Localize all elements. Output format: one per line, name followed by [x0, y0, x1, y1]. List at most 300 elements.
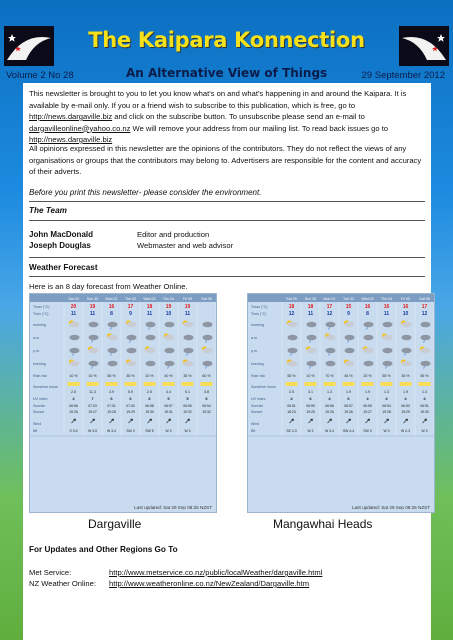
row-label: Sunset	[33, 410, 45, 414]
rain-icon	[291, 354, 292, 356]
sunshine-value: 1.3	[422, 390, 427, 394]
rain-icon	[367, 328, 368, 330]
divider	[29, 257, 425, 258]
intro-text: We will remove your address from our mailing list. To read back issues go to	[130, 123, 389, 133]
cloud-icon	[165, 361, 175, 367]
sunset-value: 19:28	[107, 410, 116, 414]
row-label: evening	[251, 362, 264, 366]
wind-arrow-icon	[110, 419, 114, 423]
sunrise-value: 07:03	[88, 404, 97, 408]
wind-arrow-icon	[309, 419, 313, 423]
row-label: a.m.	[33, 336, 40, 340]
cloud-icon	[127, 335, 137, 341]
rain-icon	[310, 341, 311, 343]
sunshine-bar	[163, 382, 175, 386]
rain-icon	[329, 354, 330, 356]
wind-value: SE 2-3	[286, 429, 297, 433]
row-label: Tmax (°C)	[251, 305, 268, 309]
cloud-icon	[402, 348, 412, 354]
day-label: Wed 03	[143, 297, 156, 301]
wind-arrow-icon	[186, 419, 190, 423]
cloud-icon	[165, 335, 175, 341]
cloud-icon	[364, 335, 374, 341]
cloud-icon	[345, 348, 355, 354]
team-member-name: John MacDonald	[29, 230, 94, 239]
sunset-value: 19:27	[88, 410, 97, 414]
rain-icon	[424, 367, 425, 369]
day-label: Sat 29	[68, 297, 79, 301]
rain-risk-value: 55 %	[420, 374, 429, 378]
uv-value: 4	[72, 396, 75, 401]
wind-value: W 3	[184, 429, 191, 433]
rain-icon	[111, 354, 112, 356]
wind-value: W 3	[383, 429, 390, 433]
cloud-icon	[402, 322, 412, 328]
sunshine-bar	[324, 382, 336, 386]
day-label: Thu 04	[380, 297, 393, 301]
rain-icon	[168, 367, 169, 369]
cloud-icon	[89, 361, 99, 367]
cloud-icon	[203, 335, 213, 341]
uv-value: 6	[110, 396, 113, 401]
row-label: Tmin (°C)	[251, 312, 267, 316]
row-label: Rain risk	[33, 374, 47, 378]
tmin-value: 11	[146, 311, 153, 317]
intro-text: and click on the subscribe button. To unsubscribe please send an e-mail to	[112, 112, 365, 121]
divider	[29, 276, 425, 277]
sunshine-value: 3.9	[109, 390, 114, 394]
tmax-value: 18	[288, 304, 295, 310]
cloud-icon	[184, 322, 194, 328]
sunrise-value: 06:53	[401, 404, 410, 408]
sunrise-value: 06:56	[69, 404, 78, 408]
cloud-icon	[203, 348, 213, 354]
sunshine-bar	[362, 382, 374, 386]
row-label: Tmax (°C)	[33, 305, 50, 309]
sunset-value: 19:32	[183, 410, 192, 414]
rain-icon	[206, 341, 207, 343]
tmin-value: 12	[288, 311, 295, 317]
rain-risk-value: 35 %	[126, 374, 135, 378]
cloud-icon	[146, 361, 156, 367]
sunshine-bar	[381, 382, 393, 386]
row-label: Sunrise	[33, 404, 46, 408]
rain-icon	[386, 367, 387, 369]
forecast-grid	[248, 294, 434, 502]
cloud-icon	[288, 335, 298, 341]
rain-icon	[187, 354, 188, 356]
rain-icon	[310, 367, 311, 369]
rain-risk-value: 10 %	[306, 374, 315, 378]
rain-icon	[92, 341, 93, 343]
cloud-icon	[383, 335, 393, 341]
rain-risk-value: 55 %	[107, 374, 116, 378]
tmin-value: 8	[366, 311, 369, 317]
cloud-icon	[307, 348, 317, 354]
sunrise-value: 06:55	[183, 404, 192, 408]
cloud-icon	[203, 322, 213, 328]
day-label: Sat 29	[286, 297, 297, 301]
cloud-icon	[402, 361, 412, 367]
cloud-icon	[383, 348, 393, 354]
sunshine-bar	[68, 382, 80, 386]
wind-arrow-icon	[91, 419, 95, 423]
uv-value: 6	[148, 396, 151, 401]
newsletter-title: The Kaipara Konnection	[88, 28, 365, 52]
rain-icon	[92, 367, 93, 369]
tmin-value: 11	[184, 311, 191, 317]
uv-value: 6	[309, 396, 312, 401]
tmin-value: 10	[402, 311, 409, 317]
day-label: Fri 05	[400, 297, 411, 301]
cloud-icon	[70, 335, 80, 341]
tmax-value: 20	[70, 304, 77, 310]
tmax-value: 17	[326, 304, 333, 310]
row-label: UV index	[251, 397, 266, 401]
cloud-icon	[146, 348, 156, 354]
cloud-icon	[307, 322, 317, 328]
back-issues-link[interactable]: http://news.dargaville.biz	[29, 135, 113, 144]
sunset-value: 19:26	[69, 410, 78, 414]
sunshine-bar	[125, 382, 137, 386]
sunshine-value: 1.3	[327, 390, 332, 394]
sunset-value: 19:30	[420, 410, 429, 414]
tmax-value: 16	[383, 304, 390, 310]
cloud-icon	[89, 322, 99, 328]
cloud-icon	[326, 322, 336, 328]
sunshine-value: 3.1	[308, 390, 313, 394]
rain-risk-value: 35 %	[183, 374, 192, 378]
cloud-icon	[383, 322, 393, 328]
sunshine-bar	[305, 382, 317, 386]
cloud-icon	[146, 335, 156, 341]
uv-value: 4	[404, 396, 407, 401]
sunshine-value: 5.9	[128, 390, 133, 394]
uv-value: 4	[328, 396, 331, 401]
row-label: Sunrise	[251, 404, 264, 408]
cloud-icon	[364, 322, 374, 328]
sunrise-value: 07:01	[107, 404, 116, 408]
row-label: p.m.	[33, 349, 40, 353]
page-body	[23, 83, 431, 640]
row-label: Tmin (°C)	[33, 312, 49, 316]
cloud-icon	[108, 361, 118, 367]
intro-text: This newsletter is brought to you to let you know what's on and what's happening in and around the Kaipara. It is available by e-mail only. If you or a friend wish to subscribe to this publication, which is free, go to	[29, 89, 407, 110]
sunrise-value: 06:59	[306, 404, 315, 408]
sunset-value: 19:32	[202, 410, 211, 414]
rain-icon	[329, 328, 330, 330]
city-label-mangawhai: Mangawhai Heads	[273, 517, 373, 531]
cloud-icon	[108, 348, 118, 354]
banner	[0, 0, 453, 86]
sunrise-value: 06:58	[145, 404, 154, 408]
rain-risk-value: 45 %	[344, 374, 353, 378]
sunset-value: 19:29	[401, 410, 410, 414]
sunset-value: 19:25	[306, 410, 315, 414]
row-label: morning	[33, 323, 46, 327]
wind-value: W 3	[421, 429, 428, 433]
cloud-icon	[184, 335, 194, 341]
issue-date: 29 September 2012	[361, 70, 445, 81]
sunshine-value: 5.1	[185, 390, 190, 394]
weatheronline-link[interactable]: http://www.weatheronline.co.nz/NewZealand/Dargaville.htm	[109, 579, 310, 588]
sunshine-value: 4.4	[166, 390, 171, 394]
rain-risk-value: 55 %	[287, 374, 296, 378]
forecast-grid	[30, 294, 216, 502]
cloud-icon	[184, 361, 194, 367]
cloud-icon	[326, 348, 336, 354]
day-label: Sun 30	[86, 297, 99, 301]
forecast-updated: Last updated: Sat 29 Sep 08:25 NZST	[134, 505, 212, 510]
rain-risk-value: 60 %	[202, 374, 211, 378]
wind-arrow-icon	[423, 419, 427, 423]
sunshine-value: 2.5	[71, 390, 76, 394]
cloud-icon	[326, 335, 336, 341]
divider	[29, 220, 425, 221]
uv-value: 6	[347, 396, 350, 401]
rain-risk-value: 40 %	[164, 374, 173, 378]
day-label: Tue 02	[342, 297, 355, 301]
cloud-icon	[165, 322, 175, 328]
sunset-value: 19:26	[325, 410, 334, 414]
cloud-icon	[203, 361, 213, 367]
uv-value: 4	[423, 396, 426, 401]
sunrise-value: 06:57	[344, 404, 353, 408]
rain-icon	[405, 354, 406, 356]
day-label: Fri 05	[182, 297, 193, 301]
metservice-link[interactable]: http://www.metservice.co.nz/public/localWeather/dargaville.html	[109, 568, 323, 577]
tmin-value: 12	[421, 311, 428, 317]
row-label: morning	[251, 323, 264, 327]
sunshine-bar	[87, 382, 99, 386]
row-label: evening	[33, 362, 46, 366]
row-label: Sunset	[251, 410, 263, 414]
divider	[29, 201, 425, 202]
day-label: Sat 06	[201, 297, 212, 301]
weather-heading: Weather Forecast	[29, 263, 98, 272]
sunset-value: 19:26	[344, 410, 353, 414]
unsubscribe-email-link[interactable]: dargavilleonline@yahoo.co.nz	[29, 123, 131, 133]
rain-icon	[348, 341, 349, 343]
cloud-icon	[108, 322, 118, 328]
rain-risk-value: 10 %	[88, 374, 97, 378]
day-label: Wed 03	[361, 297, 374, 301]
subscribe-link[interactable]: http://news.dargaville.biz	[29, 112, 113, 121]
row-label: p.m.	[251, 349, 258, 353]
cloud-icon	[288, 322, 298, 328]
cloud-icon	[108, 335, 118, 341]
cloud-icon	[364, 348, 374, 354]
wind-arrow-icon	[72, 419, 76, 423]
rain-risk-value: 10 %	[69, 374, 78, 378]
sunshine-bar	[144, 382, 156, 386]
wind-value: SW 3	[363, 429, 372, 433]
uv-value: 6	[205, 396, 208, 401]
sunshine-value: 1.9	[365, 390, 370, 394]
wind-arrow-icon	[328, 419, 332, 423]
team-member-role: Webmaster and web advisor	[137, 241, 234, 250]
wind-value: W 3-5	[87, 429, 98, 433]
tmax-value: 19	[89, 304, 96, 310]
wind-value: W 3-4	[106, 429, 117, 433]
cloud-icon	[70, 322, 80, 328]
cloud-icon	[184, 348, 194, 354]
sunset-value: 19:28	[382, 410, 391, 414]
rain-risk-value: 70 %	[325, 374, 334, 378]
tmax-value: 19	[184, 304, 191, 310]
forecast-table-mangawhai	[247, 293, 435, 513]
uv-value: 5	[186, 396, 189, 401]
rain-risk-value: 20 %	[145, 374, 154, 378]
tmin-value: 11	[70, 311, 77, 317]
tmin-value: 12	[326, 311, 333, 317]
wind-arrow-icon	[129, 419, 133, 423]
cloud-icon	[89, 348, 99, 354]
cloud-icon	[421, 361, 431, 367]
cloud-icon	[89, 335, 99, 341]
day-label: Sat 06	[419, 297, 430, 301]
sunrise-value: 07:00	[126, 404, 135, 408]
day-label: Sun 30	[304, 297, 317, 301]
uv-value: 4	[385, 396, 388, 401]
sunset-value: 19:31	[164, 410, 173, 414]
cloud-icon	[326, 361, 336, 367]
row-label: Bft	[33, 429, 38, 433]
tmin-value: 11	[89, 311, 96, 317]
wind-value: W 2	[307, 429, 314, 433]
rain-risk-value: 20 %	[363, 374, 372, 378]
tmax-value: 17	[127, 304, 134, 310]
sunshine-value: 3.8	[204, 390, 209, 394]
row-label: a.m.	[251, 336, 258, 340]
city-label-dargaville: Dargaville	[88, 517, 142, 531]
newsletter-subtitle: An Alternative View of Things	[126, 66, 328, 80]
wind-value: W 3	[165, 429, 172, 433]
row-label: Rain risk	[251, 374, 265, 378]
uv-value: 6	[129, 396, 132, 401]
uv-value: 7	[91, 396, 94, 401]
cloud-icon	[345, 361, 355, 367]
cloud-icon	[402, 335, 412, 341]
tmax-value: 16	[364, 304, 371, 310]
disclaimer-paragraph: All opinions expressed in this newsletter are the opinions of the contributors. They do not reflect the views of any organisations or groups that the contributors may belong to. Advertisers are responsible for the content and accuracy of their adverts.	[29, 144, 422, 176]
wind-value: SW 3	[126, 429, 135, 433]
sunshine-value: 1.9	[346, 390, 351, 394]
updates-heading: For Updates and Other Regions Go To	[29, 545, 178, 554]
day-label: Tue 02	[124, 297, 137, 301]
forecast-table-dargaville	[29, 293, 217, 513]
link-label: Met Service:	[29, 568, 72, 577]
team-heading: The Team	[29, 206, 67, 215]
tmax-value: 15	[345, 304, 352, 310]
cloud-icon	[421, 335, 431, 341]
row-label: UV index	[33, 397, 48, 401]
sunrise-value: 06:54	[382, 404, 391, 408]
cloud-icon	[345, 335, 355, 341]
sunrise-value: 06:56	[325, 404, 334, 408]
cloud-icon	[345, 322, 355, 328]
row-label: Sunshine hours	[33, 385, 58, 389]
cloud-icon	[364, 361, 374, 367]
link-label: NZ Weather Online:	[29, 579, 96, 588]
cloud-icon	[307, 335, 317, 341]
sunset-value: 18:23	[287, 410, 296, 414]
cloud-icon	[127, 322, 137, 328]
sunrise-value: 06:51	[287, 404, 296, 408]
cloud-icon	[70, 361, 80, 367]
rain-icon	[206, 367, 207, 369]
tmin-value: 8	[110, 311, 113, 317]
tmin-value: 9	[129, 311, 132, 317]
sunshine-bar	[106, 382, 118, 386]
day-label: Thu 04	[162, 297, 175, 301]
cloud-icon	[70, 348, 80, 354]
cloud-icon	[421, 322, 431, 328]
tmax-value: 16	[108, 304, 115, 310]
sunrise-value: 06:57	[164, 404, 173, 408]
environment-note: Before you print this newsletter- please consider the environment.	[29, 188, 262, 197]
rain-icon	[73, 354, 74, 356]
cloud-icon	[127, 348, 137, 354]
cloud-icon	[165, 348, 175, 354]
uv-value: 5	[167, 396, 170, 401]
sunshine-bar	[419, 382, 431, 386]
rain-risk-value: 35 %	[401, 374, 410, 378]
team-member-role: Editor and production	[137, 230, 210, 239]
cloud-icon	[127, 361, 137, 367]
cloud-icon	[383, 361, 393, 367]
forecast-updated: Last updated: Sat 29 Sep 08:25 NZST	[352, 505, 430, 510]
volume-number: Volume 2 No 28	[6, 70, 74, 81]
wind-value: SW 4-4	[342, 429, 355, 433]
wind-arrow-icon	[385, 419, 389, 423]
sunshine-bar	[201, 382, 213, 386]
rain-risk-value: 55 %	[382, 374, 391, 378]
uv-value: 4	[290, 396, 293, 401]
rain-icon	[424, 341, 425, 343]
tmin-value: 11	[307, 311, 314, 317]
sunshine-value: 1.9	[403, 390, 408, 394]
wind-value: S 3-5	[69, 429, 78, 433]
wind-arrow-icon	[167, 419, 171, 423]
sunset-value: 19:30	[145, 410, 154, 414]
wind-arrow-icon	[347, 419, 351, 423]
weather-intro: Here is an 8 day forecast from Weather Online.	[29, 282, 188, 291]
sunshine-bar	[286, 382, 298, 386]
tmax-value: 19	[165, 304, 172, 310]
tmin-value: 11	[383, 311, 390, 317]
team-member-name: Joseph Douglas	[29, 241, 91, 250]
wind-arrow-icon	[366, 419, 370, 423]
sunrise-value: 06:54	[202, 404, 211, 408]
tmax-value: 18	[146, 304, 153, 310]
sunrise-value: 06:51	[420, 404, 429, 408]
rain-icon	[149, 328, 150, 330]
intro-paragraph	[29, 88, 425, 146]
sunshine-bar	[343, 382, 355, 386]
cloud-icon	[307, 361, 317, 367]
wind-arrow-icon	[404, 419, 408, 423]
tmin-value: 9	[347, 311, 350, 317]
tmax-value: 18	[307, 304, 314, 310]
cloud-icon	[146, 322, 156, 328]
row-label: Wind	[33, 422, 42, 426]
row-label: Bft	[251, 429, 256, 433]
wind-arrow-icon	[148, 419, 152, 423]
tmax-value: 16	[402, 304, 409, 310]
wind-value: W 2-3	[400, 429, 411, 433]
sunshine-value: 2.5	[147, 390, 152, 394]
